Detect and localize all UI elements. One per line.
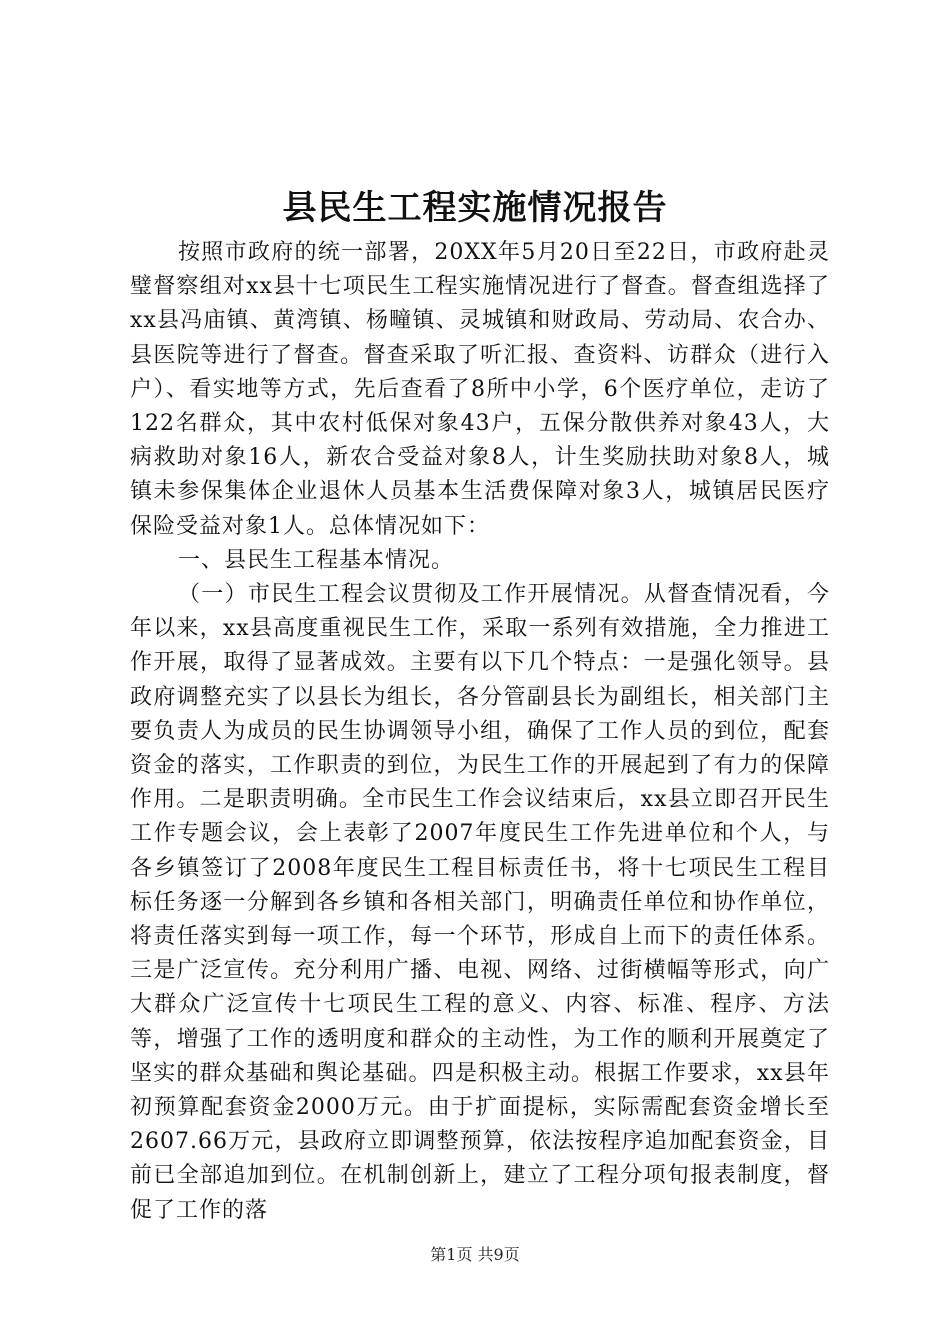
document-title: 县民生工程实施情况报告 (282, 188, 668, 228)
section-paragraph-implementation: （一）市民生工程会议贯彻及工作开展情况。从督查情况看，今年以来，xx县高度重视民生工作，采取一系列有效措施，全力推进工作开展，取得了显著成效。主要有以下几个特点：一是强化领导。县政府调整充实了以县长为组长，各分管副县长为副组长，相关部门主要负责人为成员的民生协调领导小组，确保了工作人员的到位，配套资金的落实，工作职责的到位，为民生工作的开展起到了有力的保障作用。二是职责明确。全市民生工作会议结束后，xx县立即召开民生工作专题会议，会上表彰了2007年度民生工作先进单位和个人，与各乡镇签订了2008年度民生工程目标责任书，将十七项民生工程目标任务逐一分解到各乡镇和各相关部门，明确责任单位和协作单位，将责任落实到每一项工作，每一个环节，形成自上而下的责任体系。三是广泛宣传。充分利用广播、电视、网络、过街横幅等形式，向广大群众广泛宣传十七项民生工程的意义、内容、标准、程序、方法等，增强了工作的透明度和群众的主动性，为工作的顺利开展奠定了坚实的群众基础和舆论基础。四是积极主动。根据工作要求，xx县年初预算配套资金2000万元。由于扩面提标，实际需配套资金增长至2607.66万元，县政府立即调整预算，依法按程序追加配套资金，目前已全部追加到位。在机制创新上，建立了工程分项旬报表制度，督促了工作的落 (130, 582, 830, 1223)
page-number-footer: 第1页 共9页 (430, 1245, 520, 1264)
document-body (130, 236, 830, 1228)
section-heading-basic-situation: 一、县民生工程基本情况。 (178, 547, 455, 573)
intro-paragraph: 按照市政府的统一部署，20XX年5月20日至22日，市政府赴灵璧督察组对xx县十七项民生工程实施情况进行了督查。督查组选择了xx县冯庙镇、黄湾镇、杨疃镇、灵城镇和财政局、劳动局、农合办、县医院等进行了督查。督查采取了听汇报、查资料、访群众（进行入户）、看实地等方式，先后查看了8所中小学，6个医疗单位，走访了122名群众，其中农村低保对象43户，五保分散供养对象43人，大病救助对象16人，新农合受益对象8人，计生奖励扶助对象8人，城镇未参保集体企业退休人员基本生活费保障对象3人，城镇居民医疗保险受益对象1人。总体情况如下： (130, 240, 830, 539)
